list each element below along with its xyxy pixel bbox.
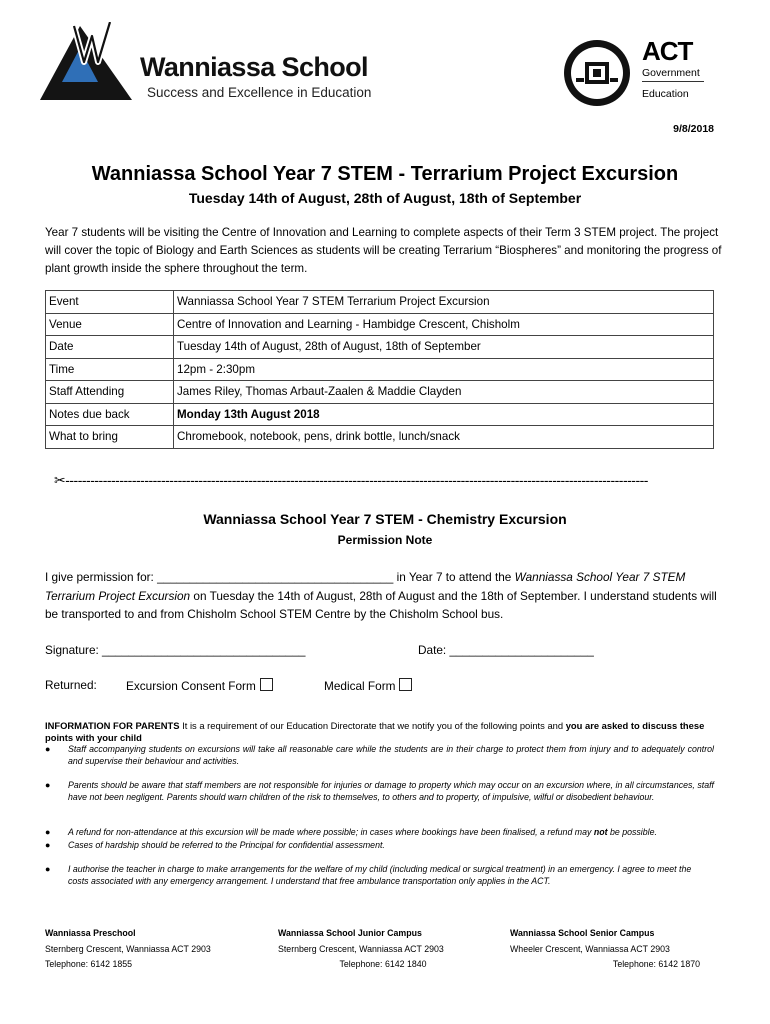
table-row xyxy=(46,336,714,359)
info-bullet-4: Cases of hardship should be referred to the Principal for confidential assessment. xyxy=(68,840,385,850)
date-field[interactable]: Date: ______________________ xyxy=(418,643,594,657)
row-label: Notes due back xyxy=(46,403,174,426)
row-label: Event xyxy=(46,291,174,314)
row-value: Centre of Innovation and Learning - Hambidge Crescent, Chisholm xyxy=(174,313,714,336)
table-row xyxy=(46,381,714,404)
act-crest-icon xyxy=(562,38,634,108)
returned-label: Returned: xyxy=(45,678,97,692)
row-value: Chromebook, notebook, pens, drink bottle, lunch/snack xyxy=(174,426,714,449)
bullet-icon: ● xyxy=(45,840,51,850)
row-label: Venue xyxy=(46,313,174,336)
row-label: Time xyxy=(46,358,174,381)
row-label: Staff Attending xyxy=(46,381,174,404)
page-title: Wanniassa School Year 7 STEM - Terrarium Project Excursion xyxy=(91,163,679,185)
school-logo xyxy=(40,22,136,104)
govt-line1: Government xyxy=(642,67,700,79)
row-label: What to bring xyxy=(46,426,174,449)
row-value: Monday 13th August 2018 xyxy=(174,403,714,426)
bullet-icon: ● xyxy=(45,744,51,754)
row-value: Tuesday 14th of August, 28th of August, 18th of September xyxy=(174,336,714,359)
intro-paragraph: Year 7 students will be visiting the Centre of Innovation and Learning to complete aspects of their Term 3 STEM project. The project will cover the topic of Biology and Earth Sciences as students will be creating Terrarium “Biospheres” and monitoring the progress of plant growth inside the sphere throughout the term. xyxy=(45,226,722,275)
school-tagline: Success and Excellence in Education xyxy=(147,85,372,100)
table-row xyxy=(46,403,714,426)
document-date: 9/8/2018 xyxy=(673,123,714,135)
medical-form-checkbox[interactable]: Medical Form xyxy=(324,678,412,693)
bullet-icon: ● xyxy=(45,864,51,874)
signature-field[interactable]: Signature: _______________________________ xyxy=(45,643,306,657)
govt-divider xyxy=(642,81,704,82)
permission-title: Wanniassa School Year 7 STEM - Chemistry Excursion xyxy=(203,511,567,527)
table-row xyxy=(46,313,714,336)
info-heading: INFORMATION FOR PARENTS It is a requirement of our Education Directorate that we notify you of the following points and you are asked to discuss these points with your child xyxy=(45,720,705,743)
govt-abbr: ACT xyxy=(642,36,693,66)
school-name: Wanniassa School xyxy=(140,52,368,82)
info-bullet-1: Staff accompanying students on excursions will take all reasonable care while the students are in their charge to protect them from injury and to adequately control and supervise their behaviour and activities. xyxy=(68,744,714,766)
permission-subtitle: Permission Note xyxy=(337,533,433,547)
bullet-icon: ● xyxy=(45,827,51,837)
table-row xyxy=(46,426,714,449)
table-row xyxy=(46,358,714,381)
checkbox-icon[interactable] xyxy=(399,678,412,691)
footer-senior-campus: Wanniassa School Senior Campus Wheeler Crescent, Wanniassa ACT 2903 Telephone: 6142 1870 xyxy=(510,928,700,969)
footer-preschool: Wanniassa Preschool Sternberg Crescent, Wanniassa ACT 2903 Telephone: 6142 1855 xyxy=(45,928,211,969)
page-subtitle: Tuesday 14th of August, 28th of August, 18th of September xyxy=(188,190,582,206)
row-value: James Riley, Thomas Arbaut-Zaalen & Maddie Clayden xyxy=(174,381,714,404)
info-bullet-3: A refund for non-attendance at this excursion will be made where possible; in cases where bookings have been finalised, a refund may not be possible. xyxy=(68,827,657,837)
info-bullet-2: Parents should be aware that staff members are not responsible for injuries or damage to property which may occur on an excursion where, in all circumstances, staff have not been negligent. Parents should warn children of the risk to themselves, to others and to property, of impulsive, wilful or disobedient behaviour. xyxy=(68,780,714,802)
consent-form-checkbox[interactable]: Excursion Consent Form xyxy=(126,678,273,693)
permission-paragraph: I give permission for: ____________________________________ in Year 7 to attend the Wanniassa School Year 7 STEM Terrarium Project Excursion on Tuesday the 14th of August, 28th of August and the 18th of September. I understand students will be transported to and from Chisholm School STEM Centre by the Chisholm School bus. xyxy=(45,570,717,621)
bullet-icon: ● xyxy=(45,780,51,790)
table-row xyxy=(46,291,714,314)
footer-junior-campus: Wanniassa School Junior Campus Sternberg Crescent, Wanniassa ACT 2903 Telephone: 6142 1840 xyxy=(278,928,444,969)
govt-line2: Education xyxy=(642,88,689,100)
row-label: Date xyxy=(46,336,174,359)
info-bullet-5: I authorise the teacher in charge to make arrangements for the welfare of my child (including medical or surgical treatment) in an emergency. I agree to meet the costs associated with any emergency arrangement. I understand that free ambulance transportation only applies in the ACT. xyxy=(68,864,692,886)
row-value: 12pm - 2:30pm xyxy=(174,358,714,381)
checkbox-icon[interactable] xyxy=(260,678,273,691)
cut-line: ✂-------------------------------------------------------------------------------------------------------------------------------------------- xyxy=(54,472,648,488)
excursion-details-table xyxy=(45,290,714,449)
scissors-icon: ✂ xyxy=(54,472,66,488)
row-value: Wanniassa School Year 7 STEM Terrarium Project Excursion xyxy=(174,291,714,314)
